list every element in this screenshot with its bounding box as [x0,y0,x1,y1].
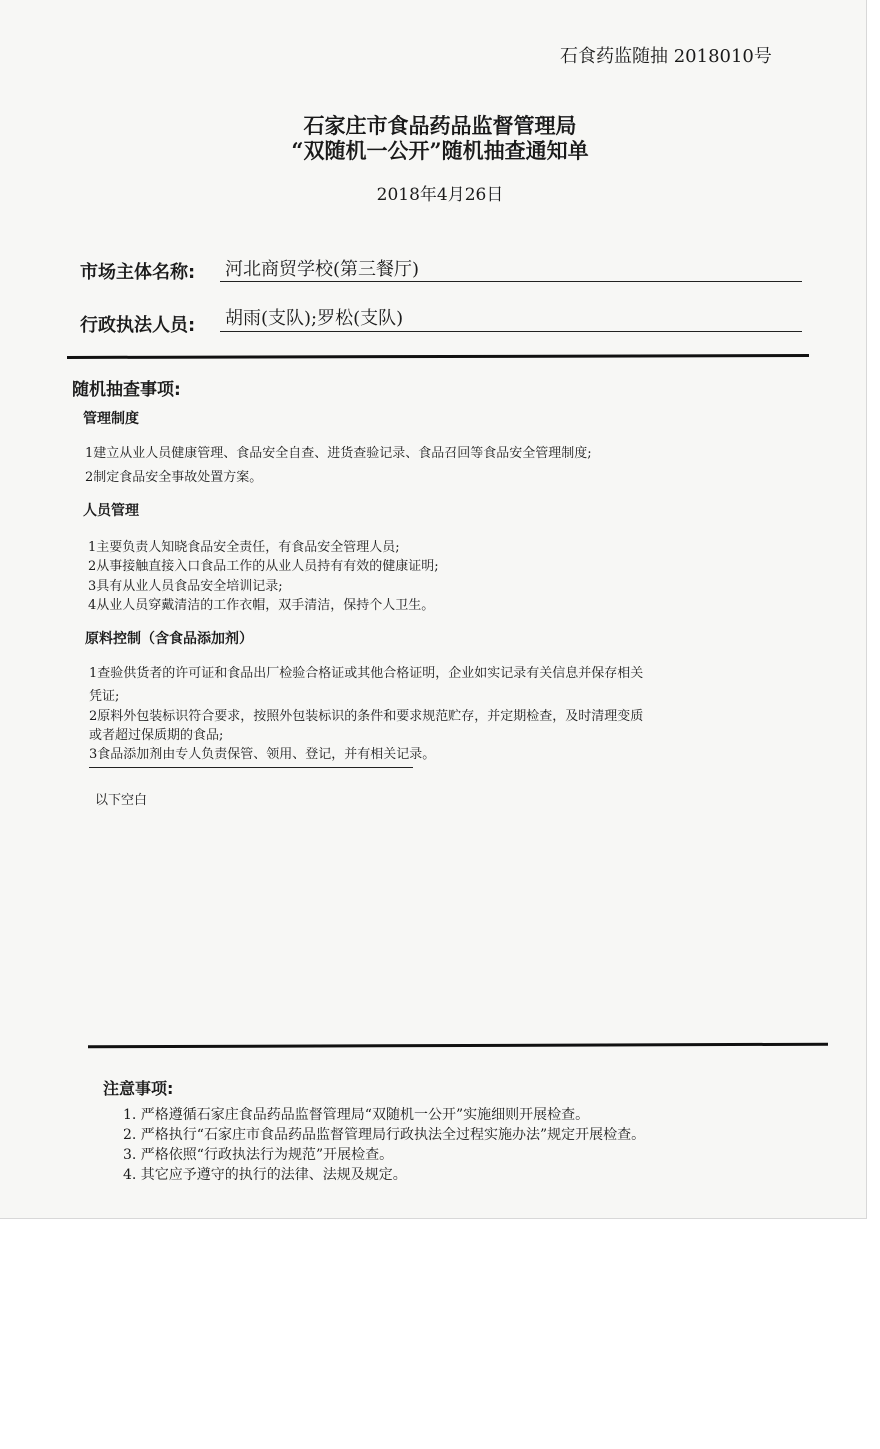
notes-heading: 注意事项: [103,1079,174,1098]
officers-label: 行政执法人员: [80,315,196,336]
document-date: 2018年4月26日 [376,185,504,205]
market-entity-label: 市场主体名称: [80,262,196,283]
section-title-materials: 原料控制（含食品添加剂） [85,631,253,647]
market-entity-value: 河北商贸学校(第三餐厅) [225,259,420,280]
list-item: 4从业人员穿戴清洁的工作衣帽，双手清洁，保持个人卫生。 [88,598,435,613]
note-item: 2. 严格执行“石家庄市食品药品监督管理局行政执法全过程实施办法”规定开展检查。 [123,1127,646,1143]
section-divider-top [67,354,809,359]
list-item: 2原料外包装标识符合要求，按照外包装标识的条件和要求规范贮存，并定期检查，及时清理变质 [89,709,644,724]
section-title-management: 管理制度 [83,411,139,427]
blank-below-note: 以下空白 [95,793,148,808]
document-title-issuer: 石家庄市食品药品监督管理局 [303,113,577,138]
section-title-personnel: 人员管理 [83,503,139,519]
list-item: 3具有从业人员食品安全培训记录; [88,579,283,594]
list-item: 或者超过保质期的食品; [89,728,224,743]
note-item: 1. 严格遵循石家庄食品药品监督管理局“双随机一公开”实施细则开展检查。 [123,1107,590,1123]
document-number: 石食药监随抽 2018010号 [560,46,772,67]
list-item: 1建立从业人员健康管理、食品安全自查、进货查验记录、食品召回等食品安全管理制度; [85,446,592,461]
note-item: 4. 其它应予遵守的执行的法律、法规及规定。 [123,1167,407,1183]
section-divider-bottom [88,1043,828,1049]
list-item: 2从事接触直接入口食品工作的从业人员持有有效的健康证明; [88,559,439,574]
list-item: 2制定食品安全事故处置方案。 [85,470,263,485]
document-title-notice: “双随机一公开”随机抽查通知单 [291,138,589,163]
market-entity-underline [220,281,802,282]
list-item: 凭证; [89,689,120,704]
inspection-heading: 随机抽查事项: [72,380,181,400]
list-item: 3食品添加剂由专人负责保管、领用、登记，并有相关记录。 [89,747,436,762]
officers-value: 胡雨(支队);罗松(支队) [225,308,404,329]
list-item: 1主要负责人知晓食品安全责任，有食品安全管理人员; [88,540,400,555]
list-end-rule [89,767,413,768]
officers-underline [220,331,802,332]
list-item: 1查验供货者的许可证和食品出厂检验合格证或其他合格证明，企业如实记录有关信息并保存相关 [89,666,644,681]
note-item: 3. 严格依照“行政执法行为规范”开展检查。 [123,1147,394,1163]
